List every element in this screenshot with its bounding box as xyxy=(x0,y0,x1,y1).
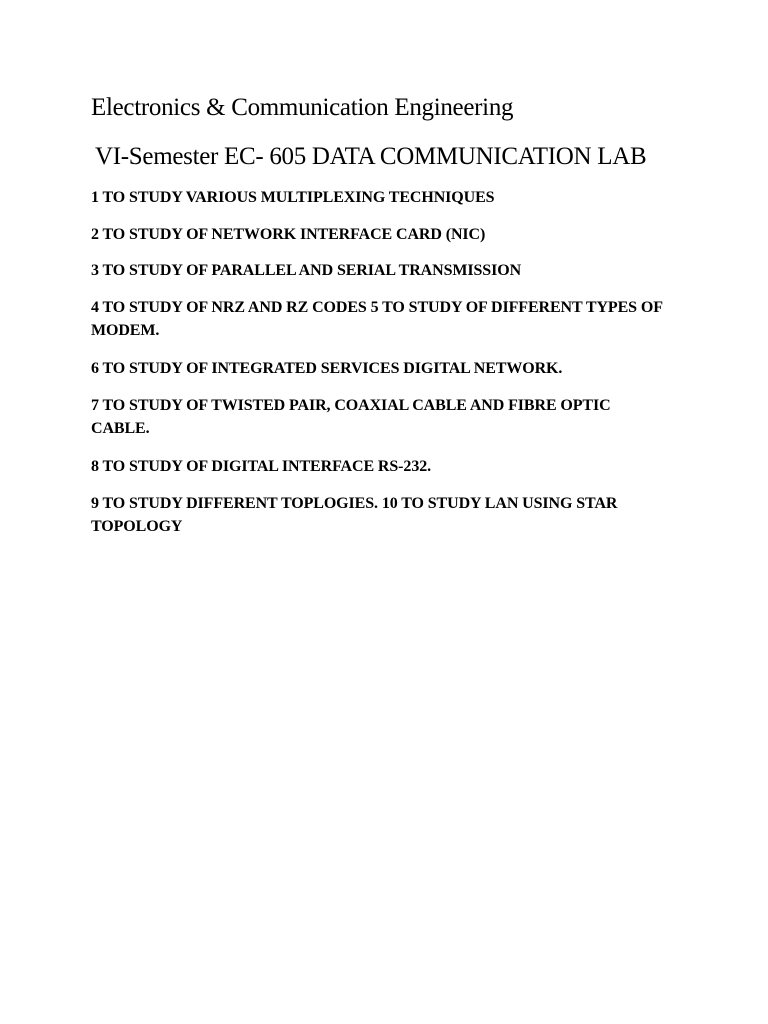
experiment-item: 4 TO STUDY OF NRZ AND RZ CODES 5 TO STUDY OF DIFFERENT TYPES OF MODEM. xyxy=(91,299,663,339)
experiment-item: 9 TO STUDY DIFFERENT TOPLOGIES. 10 TO STUDY LAN USING STAR TOPOLOGY xyxy=(91,495,618,535)
experiment-item: 6 TO STUDY OF INTEGRATED SERVICES DIGITAL NETWORK. xyxy=(91,360,563,377)
department-heading: Electronics & Communication Engineering xyxy=(91,94,514,121)
course-heading: VI-Semester EC- 605 DATA COMMUNICATION LAB xyxy=(95,143,647,170)
experiment-item: 8 TO STUDY OF DIGITAL INTERFACE RS-232. xyxy=(91,458,432,475)
experiment-item: 1 TO STUDY VARIOUS MULTIPLEXING TECHNIQUES xyxy=(91,189,495,206)
experiment-item: 3 TO STUDY OF PARALLEL AND SERIAL TRANSMISSION xyxy=(91,262,522,279)
experiment-item: 7 TO STUDY OF TWISTED PAIR, COAXIAL CABLE AND FIBRE OPTIC CABLE. xyxy=(91,397,611,437)
experiment-item: 2 TO STUDY OF NETWORK INTERFACE CARD (NIC) xyxy=(91,226,486,243)
